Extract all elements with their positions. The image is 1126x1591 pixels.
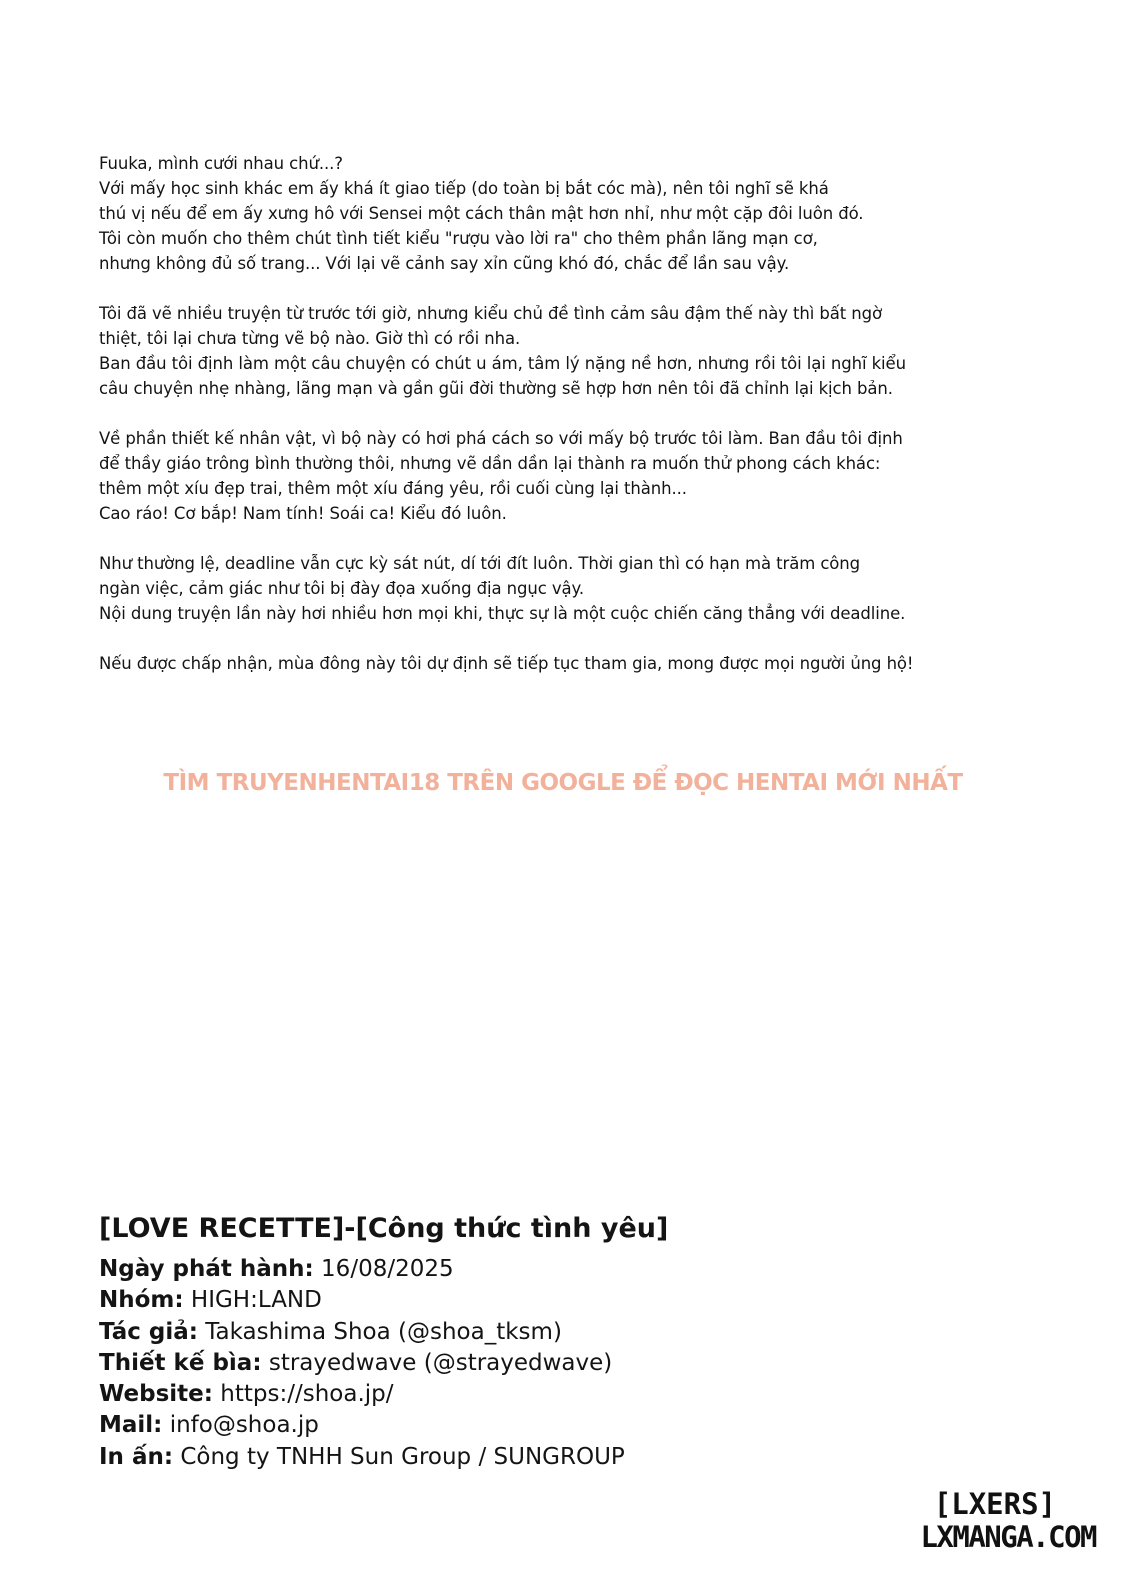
colophon-row (99, 1379, 668, 1410)
text-line: Ban đầu tôi định làm một câu chuyện có chút u ám, tâm lý nặng nề hơn, nhưng rồi tôi lại nghĩ kiểu (99, 354, 906, 373)
text-line: nhưng không đủ số trang... Với lại vẽ cảnh say xỉn cũng khó đó, chắc để lần sau vậy. (99, 254, 790, 273)
colophon-row (99, 1317, 668, 1348)
text-line: Về phần thiết kế nhân vật, vì bộ này có hơi phá cách so với mấy bộ trước tôi làm. Ban đầu tôi định (99, 429, 903, 448)
paragraph-4 (99, 551, 1079, 626)
book-title: [LOVE RECETTE]-[Công thức tình yêu] (99, 1213, 669, 1244)
scanlator-credit (896, 1488, 1096, 1554)
afterword-text (99, 151, 1079, 701)
colophon-row (99, 1442, 668, 1473)
text-line: Nếu được chấp nhận, mùa đông này tôi dự định sẽ tiếp tục tham gia, mong được mọi người ủng hộ! (99, 654, 914, 673)
row-value: info@shoa.jp (169, 1412, 319, 1439)
colophon-row (99, 1285, 668, 1316)
text-line: Với mấy học sinh khác em ấy khá ít giao tiếp (do toàn bị bắt cóc mà), nên tôi nghĩ sẽ khá (99, 179, 829, 198)
row-label: In ấn: (99, 1443, 174, 1470)
text-line: để thầy giáo trông bình thường thôi, nhưng vẽ dần dần lại thành ra muốn thử phong cách khác: (99, 454, 881, 473)
row-value: strayedwave (@strayedwave) (268, 1349, 613, 1376)
colophon-row (99, 1254, 668, 1285)
text-line: Cao ráo! Cơ bắp! Nam tính! Soái ca! Kiểu đó luôn. (99, 504, 507, 523)
text-line: thú vị nếu để em ấy xưng hô với Sensei một cách thân mật hơn nhỉ, như một cặp đôi luôn đó. (99, 204, 864, 223)
text-line: ngàn việc, cảm giác như tôi bị đày đọa xuống địa ngục vậy. (99, 579, 584, 598)
text-line: Nội dung truyện lần này hơi nhiều hơn mọi khi, thực sự là một cuộc chiến căng thẳng với deadline. (99, 604, 906, 623)
credit-site: LXMANGA.COM (920, 1520, 1096, 1554)
row-label: Tác giả: (99, 1318, 198, 1345)
text-line: Tôi đã vẽ nhiều truyện từ trước tới giờ, nhưng kiểu chủ đề tình cảm sâu đậm thế này thì bất ngờ (99, 304, 883, 323)
row-label: Thiết kế bìa: (99, 1349, 262, 1376)
colophon (99, 1212, 668, 1473)
row-value: HIGH:LAND (190, 1287, 322, 1314)
text-line: Tôi còn muốn cho thêm chút tình tiết kiểu "rượu vào lời ra" cho thêm phần lãng mạn cơ, (99, 229, 818, 248)
colophon-row (99, 1348, 668, 1379)
credit-group-name: [LXERS] (933, 1487, 1056, 1521)
watermark-text: TÌM TRUYENHENTAI18 TRÊN GOOGLE ĐỂ ĐỌC HENTAI MỚI NHẤT (163, 770, 963, 796)
row-value: Công ty TNHH Sun Group / SUNGROUP (180, 1443, 625, 1470)
row-label: Nhóm: (99, 1287, 184, 1314)
row-label: Ngày phát hành: (99, 1256, 314, 1282)
row-label: Website: (99, 1381, 213, 1408)
row-value: https://shoa.jp/ (220, 1381, 394, 1408)
text-line: thiệt, tôi lại chưa từng vẽ bộ nào. Giờ thì có rồi nha. (99, 329, 521, 348)
row-label: Mail: (99, 1412, 163, 1439)
paragraph-2 (99, 301, 1079, 401)
row-value: Takashima Shoa (@shoa_tksm) (205, 1318, 562, 1345)
text-line: Fuuka, mình cưới nhau chứ...? (99, 154, 343, 173)
text-line: Như thường lệ, deadline vẫn cực kỳ sát nút, dí tới đít luôn. Thời gian thì có hạn mà trăm công (99, 554, 861, 573)
row-value: 16/08/2025 (321, 1256, 454, 1282)
paragraph-3 (99, 426, 1079, 526)
text-line: câu chuyện nhẹ nhàng, lãng mạn và gần gũi đời thường sẽ hợp hơn nên tôi đã chỉnh lại kịch bản. (99, 379, 893, 398)
colophon-row (99, 1410, 668, 1441)
paragraph-1 (99, 151, 1079, 276)
paragraph-5 (99, 651, 1079, 676)
text-line: thêm một xíu đẹp trai, thêm một xíu đáng yêu, rồi cuối cùng lại thành... (99, 479, 687, 498)
